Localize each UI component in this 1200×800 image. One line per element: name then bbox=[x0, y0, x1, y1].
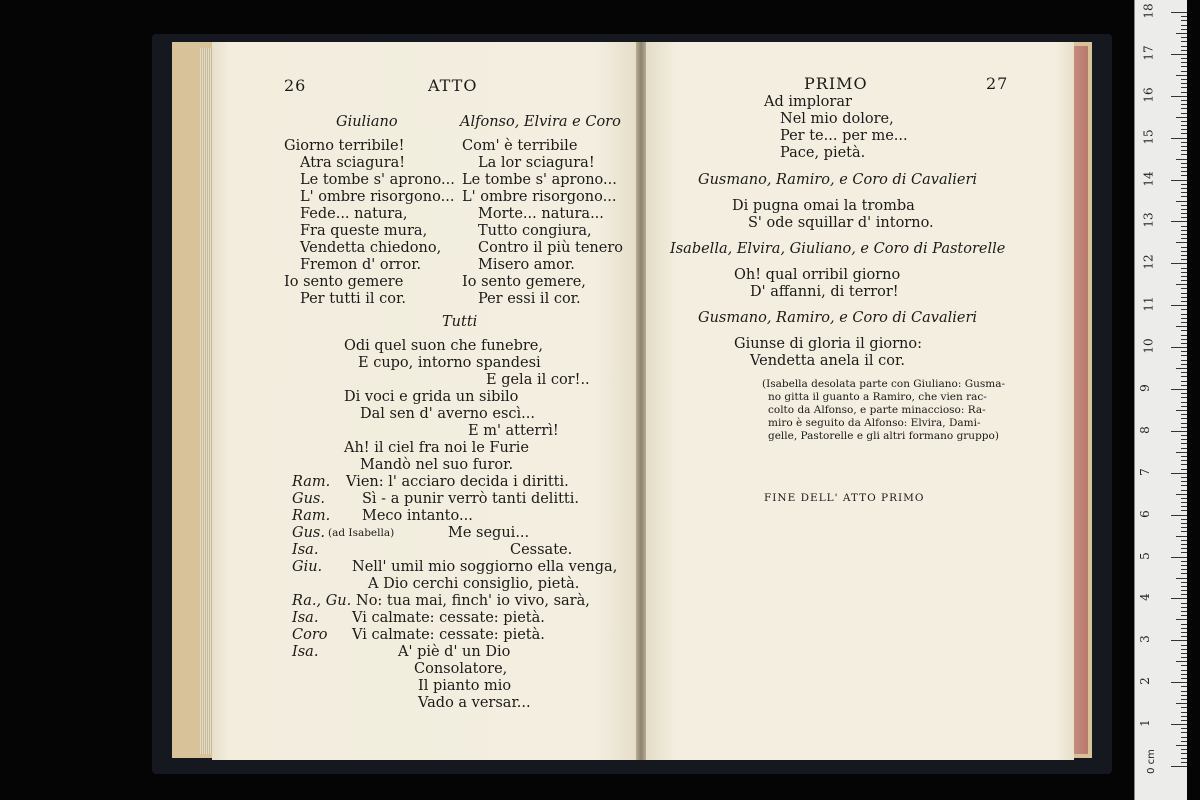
ruler-tick bbox=[1181, 561, 1187, 562]
ruler-tick bbox=[1181, 611, 1187, 612]
verse-line: Di pugna omai la tromba bbox=[732, 198, 915, 214]
ruler-tick bbox=[1181, 716, 1187, 717]
ruler-number: 11 bbox=[1141, 296, 1156, 312]
ruler-tick bbox=[1171, 12, 1187, 13]
verse-line: Mandò nel suo furor. bbox=[360, 457, 514, 473]
dialogue-line: Vado a versar... bbox=[418, 695, 531, 711]
ruler-tick bbox=[1181, 427, 1187, 428]
ruler-tick bbox=[1181, 58, 1187, 59]
dialogue-line: Nell' umil mio soggiorno ella venga, bbox=[352, 559, 618, 575]
verse-line: Contro il più tenero bbox=[478, 240, 623, 256]
ruler-tick bbox=[1171, 305, 1187, 306]
ruler-number: 3 bbox=[1137, 635, 1152, 644]
ruler-tick bbox=[1181, 594, 1187, 595]
ruler-tick bbox=[1181, 498, 1187, 499]
ruler-tick bbox=[1171, 724, 1187, 725]
col2-heading: Alfonso, Elvira e Coro bbox=[460, 114, 621, 130]
ruler-tick bbox=[1181, 607, 1187, 608]
ruler-tick bbox=[1181, 657, 1187, 658]
ruler-tick bbox=[1181, 25, 1187, 26]
ruler-tick bbox=[1171, 431, 1187, 432]
speaker: Ram. bbox=[292, 508, 331, 524]
verse-line: Atra sciagura! bbox=[300, 155, 406, 171]
ruler-number: 10 bbox=[1141, 338, 1156, 354]
tutti-heading: Tutti bbox=[442, 314, 478, 330]
ruler-tick bbox=[1176, 242, 1187, 243]
ruler-tick bbox=[1181, 573, 1187, 574]
running-head: ATTO bbox=[428, 76, 478, 95]
ruler-tick bbox=[1181, 406, 1187, 407]
stage-direction-line: colto da Alfonso, e parte minaccioso: Ra- bbox=[768, 404, 986, 416]
ruler-tick bbox=[1181, 104, 1187, 105]
verse-line: D' affanni, di terror! bbox=[750, 284, 899, 300]
ruler-tick bbox=[1181, 448, 1187, 449]
ruler-tick bbox=[1176, 75, 1187, 76]
ruler-tick bbox=[1181, 540, 1187, 541]
ruler-tick bbox=[1181, 125, 1187, 126]
ruler-tick bbox=[1176, 410, 1187, 411]
verse-line: Io sento gemere bbox=[284, 274, 404, 290]
ruler-tick bbox=[1181, 142, 1187, 143]
ruler-tick bbox=[1181, 351, 1187, 352]
verse-line: Vendetta anela il cor. bbox=[750, 353, 905, 369]
ruler-tick bbox=[1181, 272, 1187, 273]
ruler-tick bbox=[1181, 343, 1187, 344]
ruler-tick bbox=[1181, 678, 1187, 679]
ruler-number: 4 bbox=[1137, 593, 1152, 602]
ruler-tick bbox=[1171, 263, 1187, 264]
verse-line: Misero amor. bbox=[478, 257, 575, 273]
ruler-tick bbox=[1181, 66, 1187, 67]
speaker: Ram. bbox=[292, 474, 331, 490]
ruler-number: 9 bbox=[1137, 384, 1152, 392]
ruler-tick bbox=[1181, 276, 1187, 277]
ruler-tick bbox=[1181, 360, 1187, 361]
ruler-tick bbox=[1181, 121, 1187, 122]
library-watermark bbox=[682, 432, 689, 457]
measuring-ruler bbox=[1134, 0, 1187, 800]
ruler-tick bbox=[1181, 477, 1187, 478]
left-page bbox=[212, 42, 640, 760]
ruler-tick bbox=[1181, 330, 1187, 331]
verse-line: Per tutti il cor. bbox=[300, 291, 406, 307]
ruler-tick bbox=[1181, 129, 1187, 130]
ruler-tick bbox=[1181, 418, 1187, 419]
verse-line: Giorno terribile! bbox=[284, 138, 405, 154]
dialogue-line: Vi calmate: cessate: pietà. bbox=[352, 610, 545, 626]
ruler-tick bbox=[1181, 385, 1187, 386]
ruler-tick bbox=[1181, 83, 1187, 84]
ruler-tick bbox=[1181, 632, 1187, 633]
ruler-tick bbox=[1181, 171, 1187, 172]
ruler-tick bbox=[1181, 590, 1187, 591]
ruler-tick bbox=[1181, 490, 1187, 491]
ruler-tick bbox=[1181, 695, 1187, 696]
ruler-tick bbox=[1181, 217, 1187, 218]
dialogue-line: Me segui... bbox=[448, 525, 530, 541]
ruler-tick bbox=[1176, 117, 1187, 118]
ruler-number: 8 bbox=[1137, 426, 1152, 434]
ruler-tick bbox=[1181, 230, 1187, 231]
verse-line: Io sento gemere, bbox=[462, 274, 586, 290]
ruler-tick bbox=[1171, 347, 1187, 348]
gutter bbox=[636, 42, 646, 760]
aside: (ad Isabella) bbox=[328, 527, 395, 539]
verse-line: E gela il cor!.. bbox=[486, 372, 590, 388]
ruler-tick bbox=[1181, 50, 1187, 51]
ruler-tick bbox=[1181, 188, 1187, 189]
ruler-number: 16 bbox=[1141, 87, 1156, 103]
ruler-tick bbox=[1181, 624, 1187, 625]
speaker: Giu. bbox=[292, 559, 323, 575]
ruler-tick bbox=[1181, 335, 1187, 336]
ruler-tick bbox=[1181, 234, 1187, 235]
ruler-tick bbox=[1181, 402, 1187, 403]
ruler-number: 17 bbox=[1141, 45, 1156, 61]
verse-line: Fra queste mura, bbox=[300, 223, 428, 239]
ruler-tick bbox=[1181, 544, 1187, 545]
ruler-number: 14 bbox=[1141, 170, 1156, 187]
ruler-number: 18 bbox=[1141, 3, 1156, 19]
verse-line: Per essi il cor. bbox=[478, 291, 581, 307]
ruler-tick bbox=[1181, 92, 1187, 93]
dialogue-line: Vien: l' acciaro decida i diritti. bbox=[346, 474, 569, 490]
ruler-tick bbox=[1181, 238, 1187, 239]
speaker: Isa. bbox=[292, 542, 319, 558]
col1-heading: Giuliano bbox=[336, 114, 398, 130]
page-number: 27 bbox=[986, 74, 1009, 93]
speaker: Coro bbox=[292, 627, 328, 643]
ruler-tick bbox=[1176, 703, 1187, 704]
speaker: Isa. bbox=[292, 610, 319, 626]
verse-line: Fremon d' orror. bbox=[300, 257, 422, 273]
ruler-tick bbox=[1181, 288, 1187, 289]
ruler-tick bbox=[1181, 364, 1187, 365]
verse-line: Le tombe s' aprono... bbox=[300, 172, 455, 188]
ruler-tick bbox=[1181, 167, 1187, 168]
ruler-tick bbox=[1181, 297, 1187, 298]
ruler-tick bbox=[1181, 523, 1187, 524]
ruler-tick bbox=[1181, 209, 1187, 210]
ruler-number: 12 bbox=[1141, 254, 1156, 270]
ruler-tick bbox=[1181, 293, 1187, 294]
ruler-tick bbox=[1181, 133, 1187, 134]
ruler-tick bbox=[1181, 527, 1187, 528]
ruler-tick bbox=[1181, 301, 1187, 302]
speaker: Gus. bbox=[292, 525, 325, 541]
speaker: Ra., Gu. bbox=[292, 593, 352, 609]
ruler-tick bbox=[1181, 712, 1187, 713]
ruler-tick bbox=[1171, 766, 1187, 767]
ruler-tick bbox=[1181, 506, 1187, 507]
ruler-tick bbox=[1181, 280, 1187, 281]
ruler-tick bbox=[1181, 649, 1187, 650]
right-page bbox=[642, 42, 1074, 760]
ruler-tick bbox=[1181, 339, 1187, 340]
stage-direction-line: (Isabella desolata parte con Giuliano: Gusma- bbox=[762, 378, 1006, 390]
ruler-tick bbox=[1181, 62, 1187, 63]
dialogue-line: Meco intanto... bbox=[362, 508, 473, 524]
ruler-tick bbox=[1181, 665, 1187, 666]
ruler-tick bbox=[1181, 37, 1187, 38]
section-heading: Isabella, Elvira, Giuliano, e Coro di Pastorelle bbox=[670, 241, 1006, 257]
ruler-tick bbox=[1171, 682, 1187, 683]
verse-line: Di voci e grida un sibilo bbox=[344, 389, 519, 405]
ruler-tick bbox=[1181, 519, 1187, 520]
ruler-tick bbox=[1181, 79, 1187, 80]
speaker: Gus. bbox=[292, 491, 325, 507]
ruler-tick bbox=[1176, 33, 1187, 34]
ruler-tick bbox=[1181, 510, 1187, 511]
ruler-tick bbox=[1181, 552, 1187, 553]
ruler-tick bbox=[1181, 686, 1187, 687]
ruler-tick bbox=[1181, 146, 1187, 147]
ruler-tick bbox=[1181, 653, 1187, 654]
ruler-tick bbox=[1181, 87, 1187, 88]
ruler-tick bbox=[1181, 707, 1187, 708]
ruler-tick bbox=[1181, 393, 1187, 394]
ruler-tick bbox=[1176, 619, 1187, 620]
page-number: 26 bbox=[284, 76, 307, 95]
ruler-tick bbox=[1181, 691, 1187, 692]
ruler-tick bbox=[1181, 100, 1187, 101]
ruler-tick bbox=[1181, 205, 1187, 206]
ruler-tick bbox=[1171, 221, 1187, 222]
ruler-tick bbox=[1181, 481, 1187, 482]
ruler-tick bbox=[1181, 247, 1187, 248]
ruler-tick bbox=[1176, 284, 1187, 285]
ruler-tick bbox=[1171, 515, 1187, 516]
ruler-tick bbox=[1181, 439, 1187, 440]
ruler-tick bbox=[1181, 20, 1187, 21]
ruler-tick bbox=[1181, 184, 1187, 185]
ruler-tick bbox=[1181, 531, 1187, 532]
ruler-tick bbox=[1181, 758, 1187, 759]
verse-line: L' ombre risorgono... bbox=[300, 189, 455, 205]
ruler-tick bbox=[1176, 494, 1187, 495]
ruler-tick bbox=[1181, 71, 1187, 72]
ruler-tick bbox=[1181, 196, 1187, 197]
ruler-tick bbox=[1181, 460, 1187, 461]
verse-line: La lor sciagura! bbox=[478, 155, 595, 171]
ruler-tick bbox=[1181, 720, 1187, 721]
ruler-tick bbox=[1176, 159, 1187, 160]
ruler-tick bbox=[1181, 268, 1187, 269]
ruler-tick bbox=[1181, 582, 1187, 583]
ruler-tick bbox=[1176, 745, 1187, 746]
ruler-tick bbox=[1181, 469, 1187, 470]
ruler-tick bbox=[1176, 326, 1187, 327]
dialogue-line: Consolatore, bbox=[414, 661, 508, 677]
ruler-tick bbox=[1181, 586, 1187, 587]
ruler-tick bbox=[1176, 578, 1187, 579]
verse-line: Morte... natura... bbox=[478, 206, 604, 222]
ruler-tick bbox=[1181, 699, 1187, 700]
ruler-tick bbox=[1171, 180, 1187, 181]
ruler-tick bbox=[1181, 397, 1187, 398]
ruler-tick bbox=[1181, 41, 1187, 42]
ruler-tick bbox=[1181, 309, 1187, 310]
stage-direction-line: miro è seguito da Alfonso: Elvira, Dami- bbox=[768, 417, 981, 429]
ruler-tick bbox=[1181, 737, 1187, 738]
ruler-tick bbox=[1181, 251, 1187, 252]
dialogue-line: Il pianto mio bbox=[418, 678, 512, 694]
ruler-tick bbox=[1171, 389, 1187, 390]
ruler-tick bbox=[1181, 753, 1187, 754]
ruler-tick bbox=[1176, 201, 1187, 202]
ruler-tick bbox=[1181, 113, 1187, 114]
verse-line: Le tombe s' aprono... bbox=[462, 172, 617, 188]
ruler-tick bbox=[1181, 749, 1187, 750]
verse-line: Com' è terribile bbox=[462, 138, 578, 154]
ruler-tick bbox=[1181, 175, 1187, 176]
ruler-tick bbox=[1181, 16, 1187, 17]
verse-line: Giunse di gloria il giorno: bbox=[734, 336, 922, 352]
running-head: PRIMO bbox=[804, 74, 868, 93]
ruler-tick bbox=[1181, 150, 1187, 151]
verse-line: Per te... per me... bbox=[780, 128, 908, 144]
ruler-tick bbox=[1181, 565, 1187, 566]
ruler-tick bbox=[1181, 322, 1187, 323]
ruler-tick bbox=[1181, 485, 1187, 486]
ruler-number: 13 bbox=[1141, 212, 1156, 229]
ruler-tick bbox=[1181, 435, 1187, 436]
ruler-tick bbox=[1176, 452, 1187, 453]
verse-line: S' ode squillar d' intorno. bbox=[748, 215, 934, 231]
section-heading: Gusmano, Ramiro, e Coro di Cavalieri bbox=[698, 172, 978, 188]
ruler-tick bbox=[1181, 443, 1187, 444]
ruler-tick bbox=[1181, 414, 1187, 415]
verse-line: Ah! il ciel fra noi le Furie bbox=[344, 440, 529, 456]
verse-line: L' ombre risorgono... bbox=[462, 189, 617, 205]
verse-line: E cupo, intorno spandesi bbox=[358, 355, 541, 371]
ruler-number: 5 bbox=[1137, 551, 1152, 560]
ruler-tick bbox=[1171, 640, 1187, 641]
ruler-tick bbox=[1181, 376, 1187, 377]
ruler-tick bbox=[1181, 213, 1187, 214]
ruler-tick bbox=[1181, 255, 1187, 256]
bleed-through bbox=[252, 422, 274, 469]
ruler-tick bbox=[1181, 674, 1187, 675]
ruler-tick bbox=[1181, 464, 1187, 465]
ruler-tick bbox=[1171, 473, 1187, 474]
verse-line: Dal sen d' averno escì... bbox=[360, 406, 535, 422]
dialogue-line: Cessate. bbox=[510, 542, 573, 558]
ruler-number: 1 bbox=[1137, 719, 1152, 727]
verse-line: Nel mio dolore, bbox=[780, 111, 894, 127]
ruler-tick bbox=[1181, 670, 1187, 671]
end-of-act: FINE DELL' ATTO PRIMO bbox=[764, 492, 925, 504]
ruler-number: 15 bbox=[1141, 129, 1156, 145]
ruler-tick bbox=[1181, 372, 1187, 373]
ruler-tick bbox=[1181, 728, 1187, 729]
ruler-tick bbox=[1181, 423, 1187, 424]
ruler-tick bbox=[1181, 318, 1187, 319]
ruler-tick bbox=[1171, 557, 1187, 558]
ruler-tick bbox=[1181, 741, 1187, 742]
dialogue-line: No: tua mai, finch' io vivo, sarà, bbox=[356, 593, 590, 609]
ruler-tick bbox=[1181, 502, 1187, 503]
ruler-tick bbox=[1181, 355, 1187, 356]
ruler-tick bbox=[1181, 259, 1187, 260]
section-heading: Gusmano, Ramiro, e Coro di Cavalieri bbox=[698, 310, 978, 326]
ruler-tick bbox=[1181, 29, 1187, 30]
ruler-tick bbox=[1181, 46, 1187, 47]
dialogue-line: A' piè d' un Dio bbox=[398, 644, 511, 660]
ruler-tick bbox=[1181, 108, 1187, 109]
ruler-number: 6 bbox=[1137, 509, 1152, 518]
ruler-tick bbox=[1181, 163, 1187, 164]
verse-line: Vendetta chiedono, bbox=[300, 240, 442, 256]
ruler-tick bbox=[1181, 381, 1187, 382]
ruler-tick bbox=[1176, 536, 1187, 537]
verse-line: Odi quel suon che funebre, bbox=[344, 338, 543, 354]
ruler-number: 2 bbox=[1137, 677, 1152, 686]
ruler-tick bbox=[1181, 762, 1187, 763]
verse-line: Tutto congiura, bbox=[478, 223, 592, 239]
ruler-unit: 0 cm bbox=[1145, 749, 1157, 774]
ruler-tick bbox=[1181, 645, 1187, 646]
stage-direction-line: no gitta il guanto a Ramiro, che vien rac- bbox=[768, 391, 987, 403]
ruler-tick bbox=[1181, 569, 1187, 570]
ruler-tick bbox=[1171, 54, 1187, 55]
verse-line: Oh! qual orribil giorno bbox=[734, 267, 901, 283]
ruler-tick bbox=[1181, 636, 1187, 637]
verse-line: Fede... natura, bbox=[300, 206, 408, 222]
verse-line: E m' atterrì! bbox=[468, 423, 559, 439]
ruler-tick bbox=[1181, 615, 1187, 616]
verse-line: Pace, pietà. bbox=[780, 145, 866, 161]
ruler-tick bbox=[1171, 96, 1187, 97]
ruler-tick bbox=[1181, 628, 1187, 629]
ruler-tick bbox=[1181, 456, 1187, 457]
speaker: Isa. bbox=[292, 644, 319, 660]
ruler-tick bbox=[1181, 732, 1187, 733]
verse-line: Ad implorar bbox=[764, 94, 852, 110]
stage-direction-line: gelle, Pastorelle e gli altri formano gruppo) bbox=[768, 430, 999, 442]
ruler-tick bbox=[1181, 154, 1187, 155]
dialogue-line: A Dio cerchi consiglio, pietà. bbox=[368, 576, 580, 592]
dialogue-line: Vi calmate: cessate: pietà. bbox=[352, 627, 545, 643]
ruler-tick bbox=[1181, 226, 1187, 227]
dialogue-line: Sì - a punir verrò tanti delitti. bbox=[362, 491, 579, 507]
ruler-tick bbox=[1181, 192, 1187, 193]
ruler-tick bbox=[1171, 138, 1187, 139]
ruler-tick bbox=[1176, 368, 1187, 369]
ruler-tick bbox=[1181, 603, 1187, 604]
ruler-tick bbox=[1181, 548, 1187, 549]
ruler-number: 7 bbox=[1137, 467, 1152, 476]
ruler-tick bbox=[1171, 598, 1187, 599]
ruler-tick bbox=[1181, 314, 1187, 315]
ruler-tick bbox=[1176, 661, 1187, 662]
